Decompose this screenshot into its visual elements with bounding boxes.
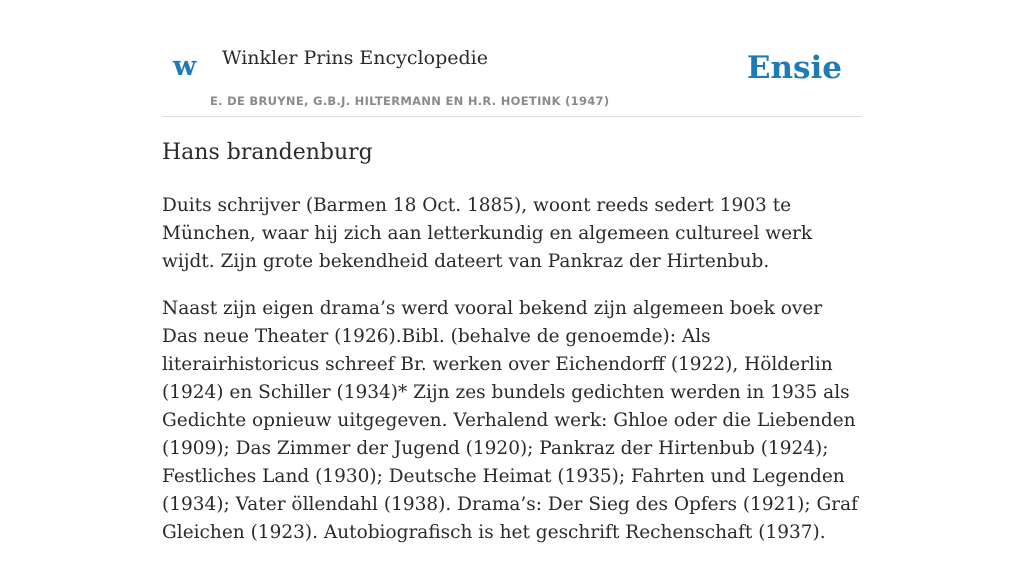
entry-paragraph: Naast zijn eigen drama’s werd vooral bekend zijn algemeen boek over Das neue Theater (1926).Bibl. (behalve de genoemde): Als literairhistoricus schreef Br. werken over Eichendorff (1922), Hölderlin (1924) en Schiller (1934)* Zijn zes bundels gedichten werden in 1935 als Gedichte opnieuw uitgegeven. Verhalend werk: Ghloe oder die Liebenden (1909); Das Zimmer der Jugend (1920); Pankraz der Hirtenbub (1924); Festliches Land (1930); Deutsche Heimat (1935); Fahrten und Legenden (1934); Vater öllendahl (1938). Drama’s: Der Sieg des Opfers (1921); Graf Gleichen (1923). Autobiografisch is het geschrift Rechenschaft (1937). (162, 298, 858, 543)
ensie-logo-link[interactable]: Ensie (746, 50, 842, 86)
book-logo-icon[interactable]: w (173, 51, 197, 82)
entry-title: Hans brandenburg (162, 140, 373, 165)
book-authors: E. DE BRUYNE, G.B.J. HILTERMANN EN H.R. HOETINK (1947) (210, 94, 610, 108)
book-title-link[interactable]: Winkler Prins Encyclopedie (222, 47, 488, 69)
entry-paragraph: Duits schrijver (Barmen 18 Oct. 1885), woont reeds sedert 1903 te München, waar hij zich aan letterkundig en algemeen cultureel werk wijdt. Zijn grote bekendheid dateert van Pankraz der Hirtenbub. (162, 195, 813, 272)
entry-body (162, 192, 862, 566)
page-header (162, 30, 862, 117)
